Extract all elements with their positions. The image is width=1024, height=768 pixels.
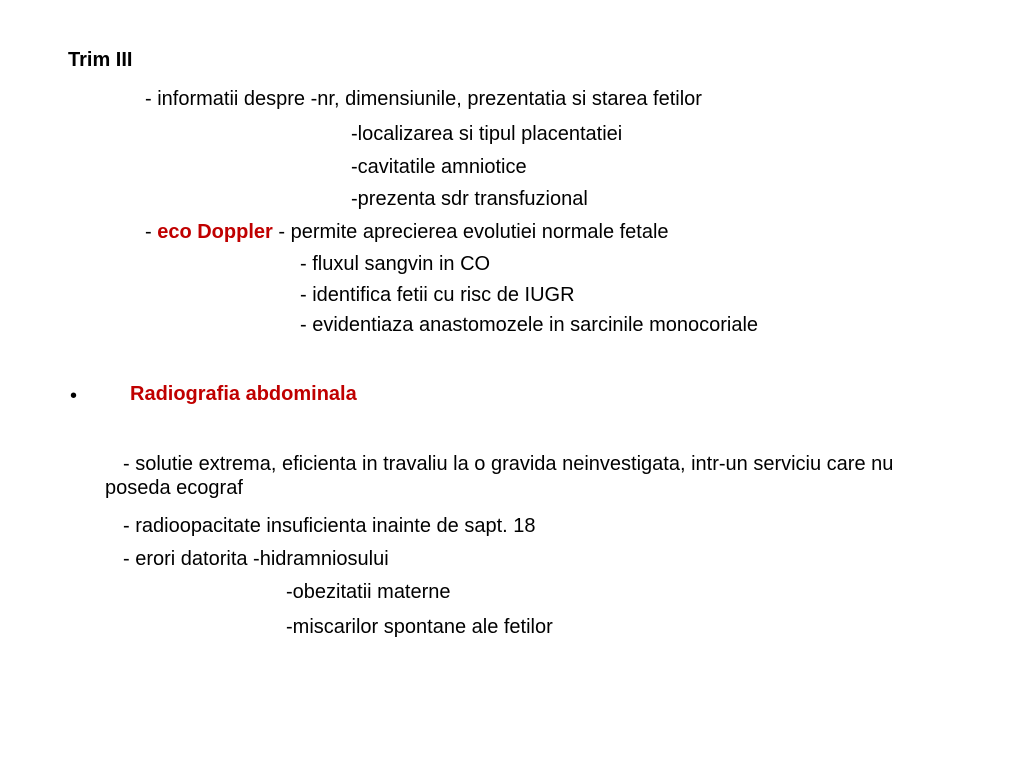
placenta-item: -localizarea si tipul placentatiei — [351, 123, 623, 145]
radiografia-point-extreme: - solutie extrema, eficienta in travaliu la o gravida neinvestigata, intr-un serviciu care nu poseda ecograf — [105, 453, 894, 499]
error-item-obesity: -obezitatii materne — [286, 581, 451, 603]
bullet-icon: • — [70, 385, 78, 407]
radiografia-point-errors: - erori datorita -hidramniosului — [123, 548, 389, 570]
doppler-line — [145, 220, 669, 244]
error-item-movements: -miscarilor spontane ale fetilor — [286, 616, 553, 638]
doppler-item-flux: - fluxul sangvin in CO — [300, 253, 491, 275]
doppler-label: eco Doppler — [157, 221, 273, 243]
doppler-description: - permite aprecierea evolutiei normale fetale — [272, 221, 669, 243]
doppler-prefix: - — [145, 221, 158, 243]
doppler-item-iugr: - identifica fetii cu risc de IUGR — [300, 284, 575, 306]
radiografia-title: Radiografia abdominala — [130, 383, 357, 405]
info-line: - informatii despre -nr, dimensiunile, prezentatia si starea fetilor — [145, 88, 702, 110]
section-heading: Trim III — [68, 49, 133, 71]
amniotic-item: -cavitatile amniotice — [351, 156, 527, 178]
radiografia-point-opacity: - radioopacitate insuficienta inainte de sapt. 18 — [123, 515, 536, 537]
doppler-item-anastomoses: - evidentiaza anastomozele in sarcinile monocoriale — [300, 314, 759, 336]
transfusion-item: -prezenta sdr transfuzional — [351, 188, 588, 210]
